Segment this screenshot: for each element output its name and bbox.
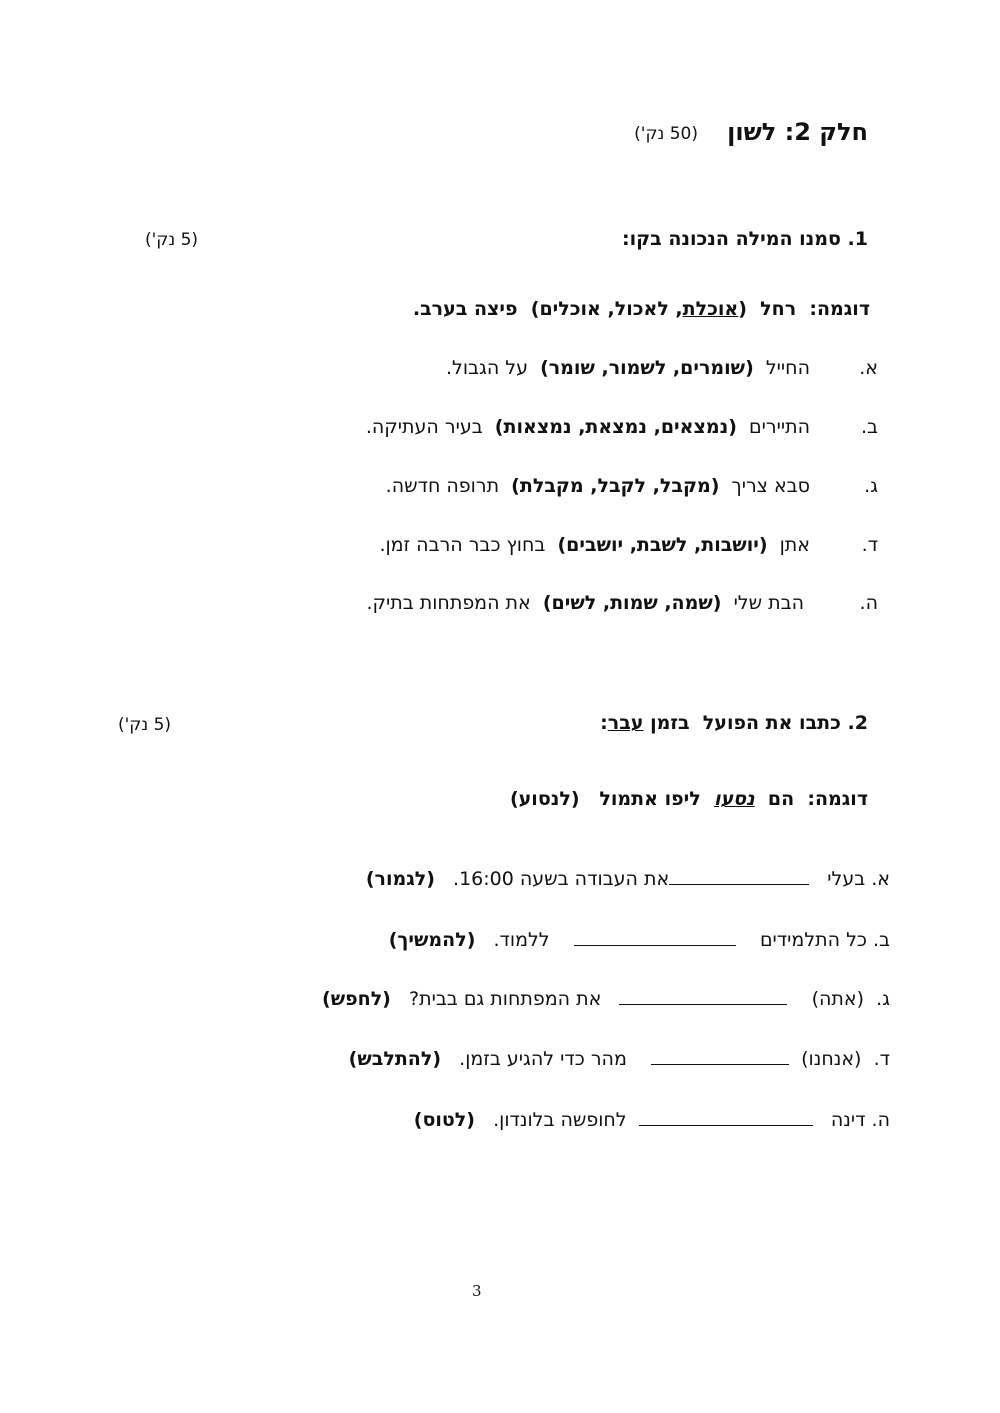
q2-answer-blank[interactable] — [639, 1107, 813, 1126]
q1-item-before: הבת שלי — [733, 592, 804, 614]
q2-item-letter: ג. — [876, 988, 890, 1010]
q2-item-before: דינה — [830, 1109, 866, 1131]
q2-item — [349, 1046, 890, 1070]
q1-example: דוגמה: רחל (אוכלת, לאכול, אוכלים) פיצה בערב. — [412, 298, 870, 320]
q2-item-after: את העבודה בשעה 16:00. — [453, 868, 670, 890]
q2-item-after: ללמוד. — [493, 929, 550, 951]
section-points: (50 נק') — [634, 124, 698, 144]
q2-item-after: לחופשה בלונדון. — [493, 1109, 627, 1131]
q2-example-verb: נסעו — [713, 788, 755, 810]
q1-heading — [622, 228, 868, 250]
q2-item-after: מהר כדי להגיע בזמן. — [459, 1048, 627, 1070]
q2-number: 2. — [847, 712, 868, 734]
q1-title: סמנו המילה הנכונה בקו: — [622, 228, 841, 250]
q2-item-letter: ה. — [871, 1109, 890, 1131]
q2-example-subject: הם — [767, 788, 795, 810]
q2-title-colon: : — [600, 712, 608, 734]
q1-item-options[interactable]: (יושבות, לשבת, יושבים) — [557, 534, 768, 556]
q2-item-infinitive: (לחפש) — [322, 988, 391, 1010]
q1-item — [366, 592, 804, 614]
q1-item-letter: ב. — [860, 416, 878, 438]
q2-points: (5 נק') — [118, 715, 172, 735]
q2-example — [510, 788, 868, 810]
q1-item-options[interactable]: (שומרים, לשמור, שומר) — [540, 357, 754, 379]
q2-item — [366, 866, 890, 890]
q1-item-letter: ה. — [859, 592, 878, 614]
q1-example-before: רחל — [760, 298, 797, 320]
q1-item-before: החייל — [765, 357, 810, 379]
q1-example-correct-option: אוכלת — [682, 298, 739, 320]
q2-title-part1: כתבו את הפועל — [702, 712, 841, 734]
q2-item — [389, 927, 890, 951]
q2-item-letter: ב. — [872, 929, 890, 951]
q2-item-before: בעלי — [827, 868, 866, 890]
q2-title-tense: עבר — [607, 712, 644, 734]
q1-item-letter: ג. — [864, 475, 878, 497]
q1-item-options[interactable]: (מקבל, לקבל, מקבלת) — [511, 475, 720, 497]
q2-item-before: (אתה) — [811, 988, 865, 1010]
q1-example-other-options: , לאכול, אוכלים) — [530, 298, 683, 320]
page-number: 3 — [472, 1282, 482, 1300]
q1-number: 1. — [847, 228, 868, 250]
q2-example-label: דוגמה: — [807, 788, 868, 810]
q2-item-before: כל התלמידים — [759, 929, 867, 951]
q1-points: (5 נק') — [145, 230, 199, 250]
q2-item — [414, 1107, 890, 1131]
q1-item-options[interactable]: (נמצאים, נמצאת, נמצאות) — [494, 416, 737, 438]
q2-answer-blank[interactable] — [619, 986, 787, 1005]
q1-item-before: אתן — [779, 534, 810, 556]
q2-example-infinitive: (לנסוע) — [509, 788, 580, 810]
section-title: חלק 2: לשון — [727, 118, 868, 146]
q1-item-after: את המפתחות בתיק. — [366, 592, 531, 614]
q2-item-letter: ד. — [873, 1048, 890, 1070]
q2-title-part2: בזמן — [650, 712, 690, 734]
q1-item-after: על הגבול. — [445, 357, 528, 379]
q1-item-after: בחוץ כבר הרבה זמן. — [379, 534, 546, 556]
q2-item-infinitive: (להמשיך) — [388, 929, 476, 951]
q1-item-letter: ד. — [861, 534, 878, 556]
q2-item-before: (אנחנו) — [801, 1048, 862, 1070]
q2-answer-blank[interactable] — [574, 927, 736, 946]
q1-item-after: בעיר העתיקה. — [365, 416, 483, 438]
q1-item-letter: א. — [859, 357, 878, 379]
q2-item — [322, 986, 890, 1010]
q1-item-before: סבא צריך — [731, 475, 810, 497]
q1-item — [446, 357, 810, 379]
q2-answer-blank[interactable] — [651, 1046, 789, 1065]
q1-item-after: תרופה חדשה. — [385, 475, 500, 497]
q1-item-before: התיירים — [749, 416, 810, 438]
q1-item-options[interactable]: (שמה, שמות, לשים) — [542, 592, 722, 614]
q2-answer-blank[interactable] — [669, 866, 809, 885]
q2-item-infinitive: (להתלבש) — [348, 1048, 442, 1070]
q2-item-infinitive: (לגמור) — [365, 868, 435, 890]
q1-item — [386, 475, 810, 497]
q2-item-letter: א. — [871, 868, 890, 890]
q2-item-after: את המפתחות גם בבית? — [409, 988, 602, 1010]
q2-example-rest: ליפו אתמול — [599, 788, 701, 810]
q1-item — [379, 534, 810, 556]
q1-item — [366, 416, 810, 438]
q2-heading — [600, 712, 868, 734]
q1-example-after: פיצה בערב. — [412, 298, 518, 320]
q1-example-label: דוגמה: — [809, 298, 870, 320]
q2-item-infinitive: (לטוס) — [413, 1109, 475, 1131]
